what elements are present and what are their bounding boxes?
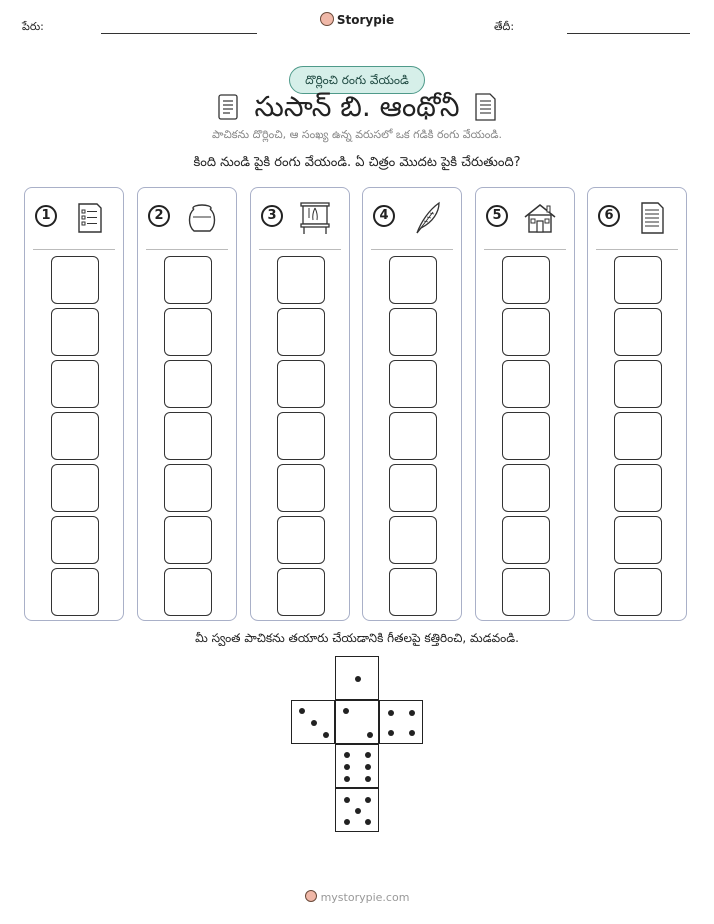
color-cell[interactable] (51, 516, 99, 564)
subtitle: పాచికను దొర్లించి, ఆ సంఖ్య ఉన్న వరుసలో ఒక గడికి రంగు వేయండి. (212, 128, 502, 141)
die-face-4 (379, 700, 423, 744)
pot-icon (184, 200, 220, 236)
color-cell[interactable] (502, 308, 550, 356)
color-cell[interactable] (389, 256, 437, 304)
color-cell[interactable] (614, 360, 662, 408)
color-cell[interactable] (164, 568, 212, 616)
bear-icon (305, 890, 317, 902)
color-cell[interactable] (277, 464, 325, 512)
color-cell[interactable] (277, 308, 325, 356)
die-pip (388, 730, 394, 736)
die-pip (367, 732, 373, 738)
race-column-3 (250, 187, 350, 621)
color-cell[interactable] (502, 412, 550, 460)
footer-site: mystorypie.com (320, 891, 410, 904)
die-pip (344, 764, 350, 770)
die-pip (343, 708, 349, 714)
column-divider (484, 249, 566, 250)
column-divider (146, 249, 228, 250)
house-icon (522, 200, 558, 236)
color-cell[interactable] (389, 308, 437, 356)
die-face-3 (291, 700, 335, 744)
color-cell[interactable] (51, 568, 99, 616)
column-number: 1 (35, 205, 57, 227)
column-number: 2 (148, 205, 170, 227)
date-field-line[interactable] (567, 33, 690, 34)
race-column-6 (587, 187, 687, 621)
color-cell[interactable] (277, 256, 325, 304)
die-pip (365, 797, 371, 803)
die-pip (344, 776, 350, 782)
color-cell[interactable] (277, 568, 325, 616)
column-number: 3 (261, 205, 283, 227)
activity-badge: దొర్లించి రంగు వేయండి (289, 66, 425, 94)
color-cell[interactable] (164, 256, 212, 304)
color-cell[interactable] (389, 568, 437, 616)
die-pip (355, 808, 361, 814)
die-pip (409, 710, 415, 716)
color-cell[interactable] (51, 360, 99, 408)
die-pip (388, 710, 394, 716)
color-cell[interactable] (389, 516, 437, 564)
brand-name: Storypie (336, 13, 395, 27)
color-cell[interactable] (164, 360, 212, 408)
column-divider (259, 249, 341, 250)
name-label: పేరు: (22, 20, 44, 33)
die-pip (323, 732, 329, 738)
die-face-1 (335, 656, 379, 700)
name-field-line[interactable] (101, 33, 257, 34)
color-cell[interactable] (502, 568, 550, 616)
color-cell[interactable] (51, 464, 99, 512)
column-divider (371, 249, 453, 250)
die-pip (365, 776, 371, 782)
color-cell[interactable] (502, 256, 550, 304)
window-icon (297, 200, 333, 236)
checklist-icon (71, 200, 107, 236)
color-cell[interactable] (389, 412, 437, 460)
die-pip (344, 752, 350, 758)
die-pip (344, 819, 350, 825)
color-cell[interactable] (614, 464, 662, 512)
document-icon (634, 200, 670, 236)
column-divider (33, 249, 115, 250)
race-column-2 (137, 187, 237, 621)
die-pip (355, 676, 361, 682)
die-face-5 (335, 788, 379, 832)
color-cell[interactable] (502, 464, 550, 512)
column-number: 6 (598, 205, 620, 227)
color-cell[interactable] (164, 308, 212, 356)
color-cell[interactable] (389, 464, 437, 512)
color-cell[interactable] (614, 568, 662, 616)
die-pip (344, 797, 350, 803)
brand-logo (0, 12, 714, 27)
die-pip (365, 752, 371, 758)
color-cell[interactable] (502, 360, 550, 408)
color-cell[interactable] (389, 360, 437, 408)
die-instruction: మీ స్వంత పాచికను తయారు చేయడానికి గీతలపై కత్తిరించి, మడవండి. (195, 631, 519, 645)
color-cell[interactable] (614, 516, 662, 564)
color-cell[interactable] (614, 256, 662, 304)
bear-icon (320, 12, 334, 26)
die-pip (365, 819, 371, 825)
footer-brand (0, 890, 714, 904)
race-column-4 (362, 187, 462, 621)
color-cell[interactable] (164, 412, 212, 460)
die-pip (365, 764, 371, 770)
column-number: 5 (486, 205, 508, 227)
color-cell[interactable] (614, 308, 662, 356)
die-face-6 (335, 744, 379, 788)
quill-icon (409, 200, 445, 236)
color-cell[interactable] (51, 412, 99, 460)
color-cell[interactable] (277, 516, 325, 564)
die-pip (409, 730, 415, 736)
color-cell[interactable] (51, 256, 99, 304)
color-cell[interactable] (164, 516, 212, 564)
column-number: 4 (373, 205, 395, 227)
document-icon-right (472, 92, 498, 122)
color-cell[interactable] (164, 464, 212, 512)
color-cell[interactable] (277, 360, 325, 408)
instruction-text: కింది నుండి పైకి రంగు వేయండి. ఏ చిత్రం మొదట పైకి చేరుతుంది? (193, 155, 521, 170)
die-pip (311, 720, 317, 726)
race-column-5 (475, 187, 575, 621)
color-cell[interactable] (614, 412, 662, 460)
color-cell[interactable] (277, 412, 325, 460)
race-column-1 (24, 187, 124, 621)
column-divider (596, 249, 678, 250)
color-cell[interactable] (502, 516, 550, 564)
date-label: తేదీ: (494, 20, 515, 33)
die-face-2 (335, 700, 379, 744)
color-cell[interactable] (51, 308, 99, 356)
page-title: సుసాన్ బి. ఆంథోనీ (254, 90, 460, 123)
die-pip (299, 708, 305, 714)
